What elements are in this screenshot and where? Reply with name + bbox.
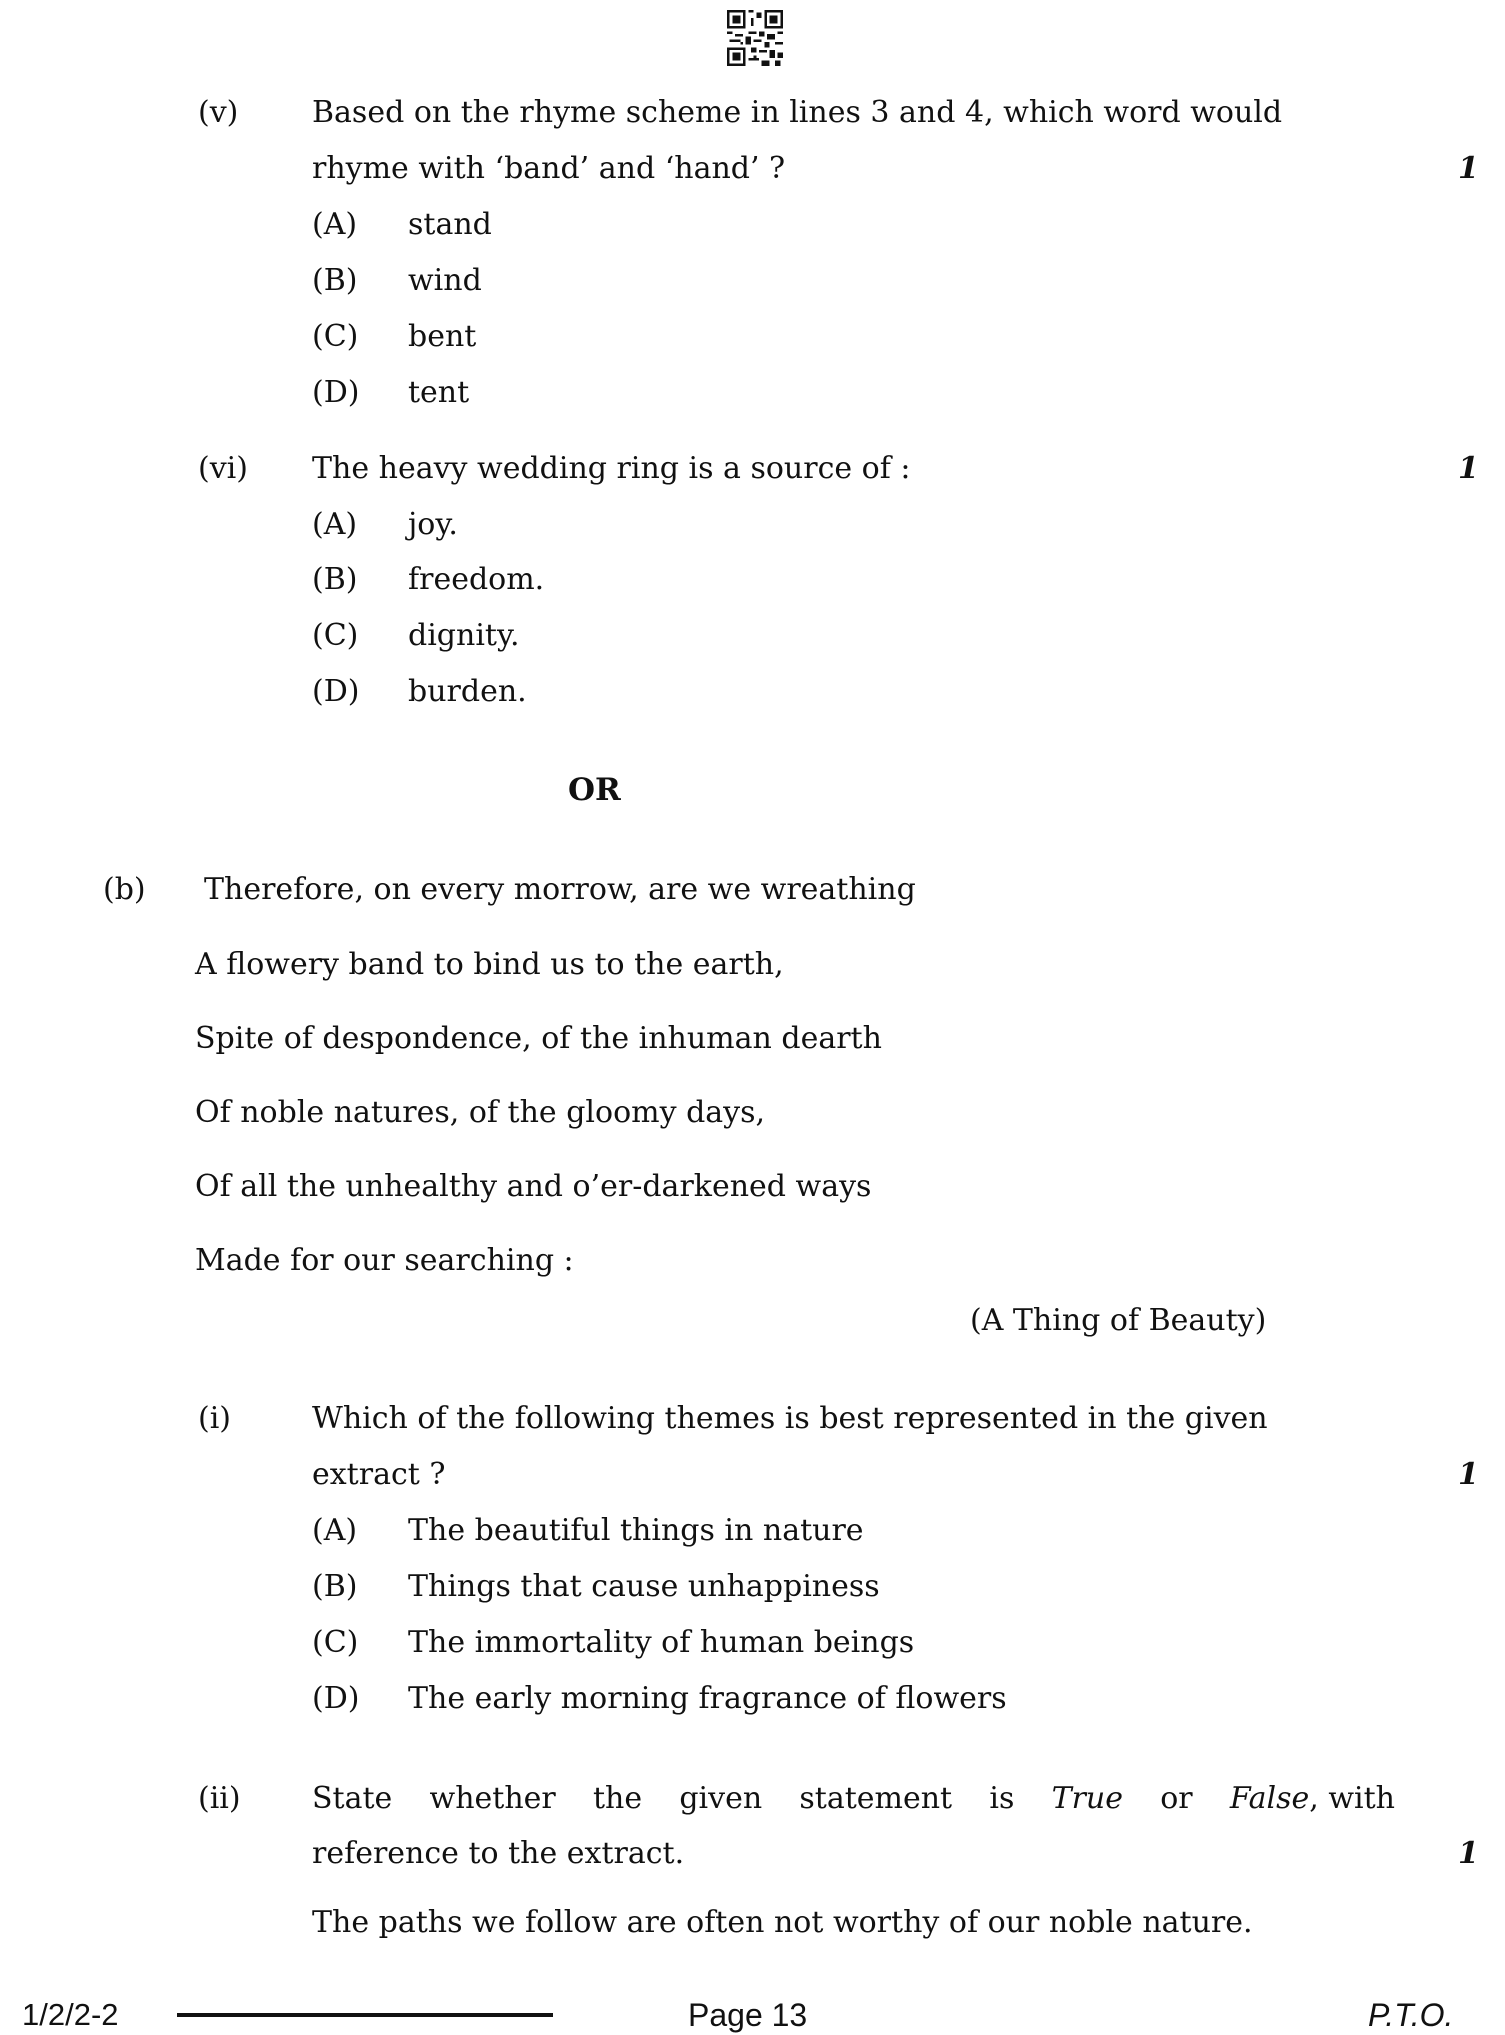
option-label: (B): [312, 263, 358, 298]
option-text: bent: [408, 319, 477, 354]
question-number: (i): [198, 1401, 232, 1436]
question-text-line2: rhyme with ‘band’ and ‘hand’ ?: [312, 151, 786, 186]
word: or: [1160, 1781, 1193, 1816]
question-number: (vi): [198, 451, 248, 486]
option-label: (A): [312, 207, 358, 242]
marks: 1: [1458, 1836, 1479, 1871]
question-text-line1: Based on the rhyme scheme in lines 3 and 4, which word would: [312, 95, 1283, 130]
word: is: [989, 1781, 1015, 1816]
word: , with: [1309, 1781, 1395, 1816]
footer-rule: [177, 2013, 553, 2017]
marks: 1: [1458, 451, 1479, 486]
word: State: [312, 1781, 393, 1816]
option-text: joy.: [408, 507, 458, 542]
word: whether: [429, 1781, 556, 1816]
paper-code: 1/2/2-2: [22, 1997, 119, 2032]
marks: 1: [1458, 1457, 1479, 1492]
poem-line: Therefore, on every morrow, are we wreathing: [204, 872, 916, 907]
option-text: wind: [408, 263, 482, 298]
option-text: dignity.: [408, 618, 520, 653]
option-text: tent: [408, 375, 470, 410]
option-text: burden.: [408, 674, 527, 709]
question-text-line1: Which of the following themes is best represented in the given: [312, 1401, 1268, 1436]
false-word: False: [1229, 1781, 1310, 1816]
option-label: (C): [312, 1625, 359, 1660]
option-text: stand: [408, 207, 492, 242]
pto-label: P.T.O.: [1368, 1997, 1454, 2033]
question-text-line1: The heavy wedding ring is a source of :: [312, 451, 911, 486]
poem-line: Spite of despondence, of the inhuman dearth: [195, 1021, 882, 1056]
option-label: (D): [312, 674, 360, 709]
question-number: (ii): [198, 1781, 241, 1816]
poem-line: Of noble natures, of the gloomy days,: [195, 1095, 766, 1130]
question-text-line2: extract ?: [312, 1457, 446, 1492]
poem-line: Made for our searching :: [195, 1243, 574, 1278]
or-separator: OR: [568, 772, 621, 808]
poem-line: A flowery band to bind us to the earth,: [195, 947, 784, 982]
option-label: (A): [312, 1513, 358, 1548]
option-label: (C): [312, 319, 359, 354]
option-text: The beautiful things in nature: [408, 1513, 864, 1548]
part-label: (b): [103, 872, 146, 907]
word: given: [679, 1781, 763, 1816]
option-label: (D): [312, 375, 360, 410]
question-number: (v): [198, 95, 239, 130]
question-text-line2: reference to the extract.: [312, 1836, 685, 1871]
option-label: (B): [312, 1569, 358, 1604]
option-label: (C): [312, 618, 359, 653]
poem-line: Of all the unhealthy and o’er-darkened ways: [195, 1169, 872, 1204]
marks: 1: [1458, 151, 1479, 186]
option-label: (D): [312, 1681, 360, 1716]
qr-code-icon: [727, 10, 783, 66]
option-label: (A): [312, 507, 358, 542]
word: statement: [799, 1781, 953, 1816]
option-label: (B): [312, 562, 358, 597]
page-number: Page 13: [688, 1997, 808, 2033]
word: the: [592, 1781, 643, 1816]
option-text: freedom.: [408, 562, 545, 597]
option-text: Things that cause unhappiness: [408, 1569, 880, 1604]
poem-source: (A Thing of Beauty): [970, 1303, 1267, 1338]
option-text: The early morning fragrance of flowers: [408, 1681, 1007, 1716]
option-text: The immortality of human beings: [408, 1625, 915, 1660]
question-text-line1: [312, 1779, 1395, 1819]
statement: The paths we follow are often not worthy of our noble nature.: [312, 1905, 1253, 1940]
true-word: True: [1051, 1781, 1123, 1816]
